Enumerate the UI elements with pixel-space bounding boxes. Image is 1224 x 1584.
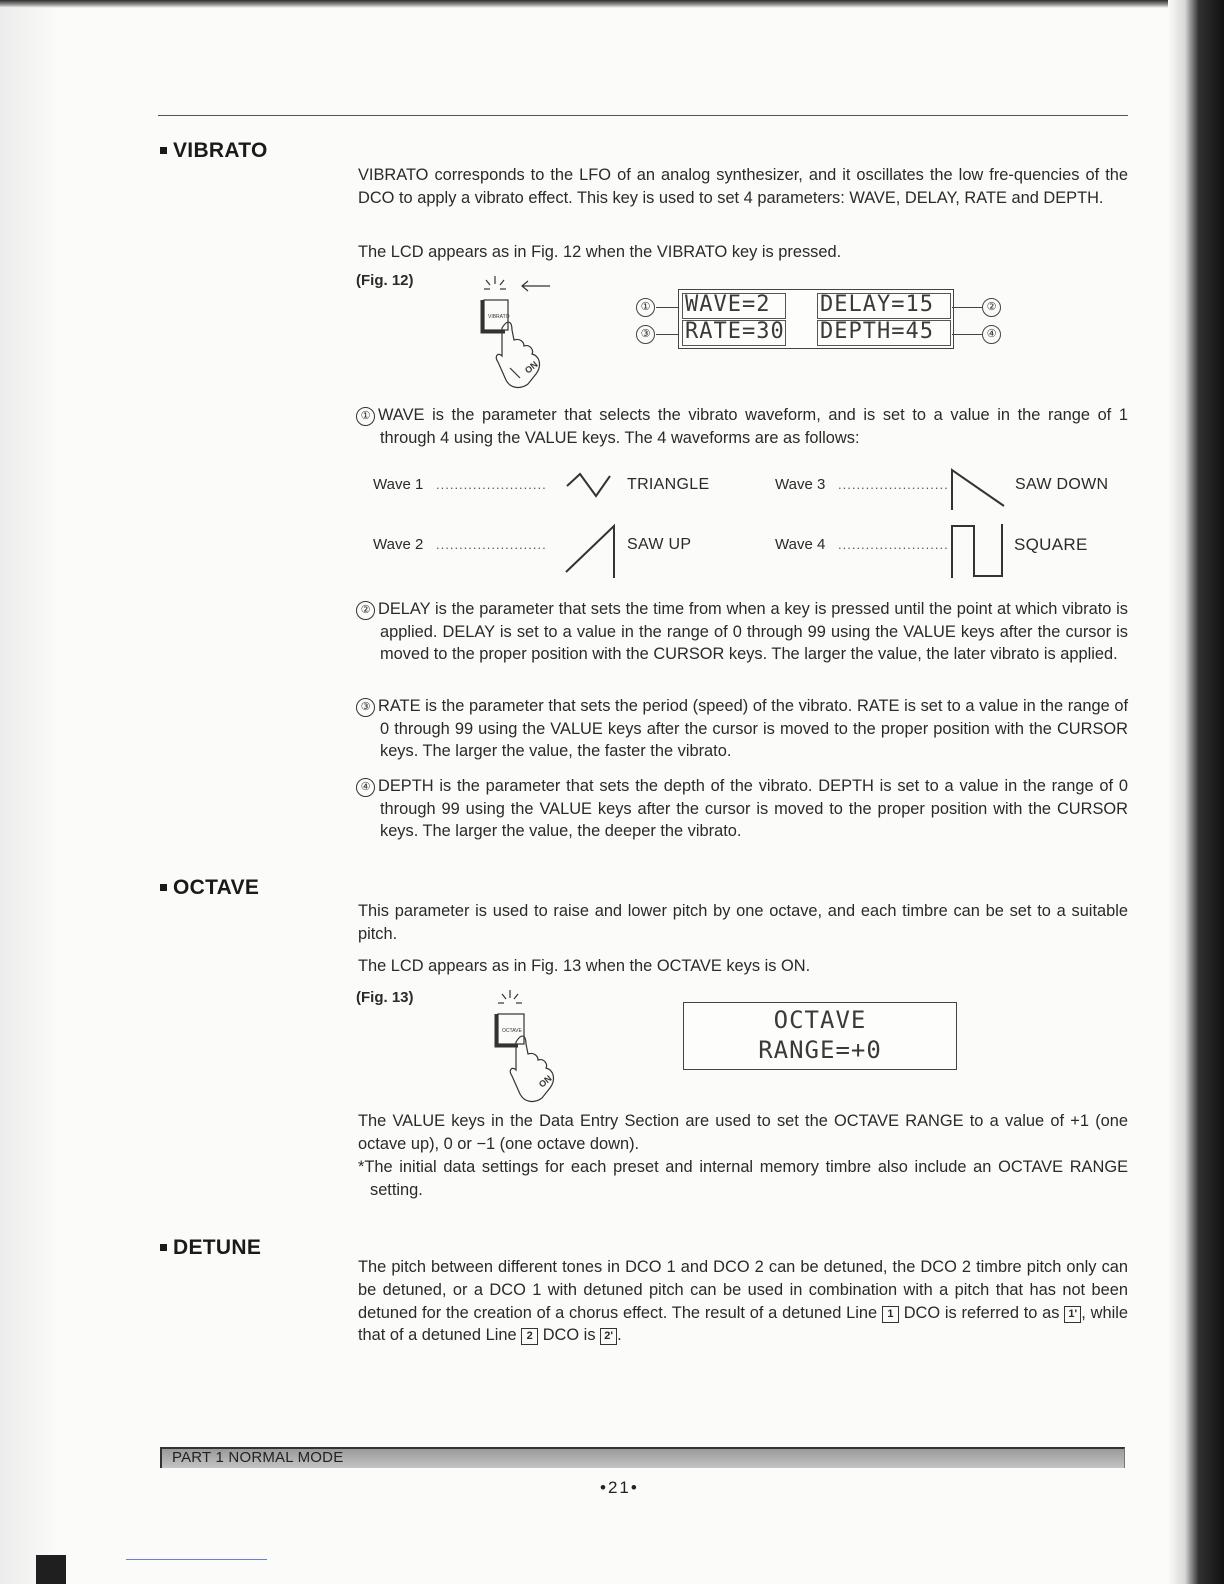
octave-body-2: *The initial data settings for each preset and internal memory timbre also include an OCTAVE RANGE setting. — [358, 1158, 1128, 1199]
fig-13-label: (Fig. 13) — [356, 989, 414, 1006]
param-wave: ① WAVE is the parameter that selects the vibrato waveform, and is set to a value in the range of 1 through 4 using the VALUE keys. The 4 waveforms are as follows: — [356, 404, 1128, 449]
wave-2-name: SAW UP — [627, 536, 692, 553]
vibrato-key-on: ON — [522, 359, 540, 376]
wave-4-label: Wave 4 — [775, 536, 826, 553]
vibrato-intro: VIBRATO corresponds to the LFO of an analog synthesizer, and it oscillates the low fre-quencies of the DCO to apply a vibrato effect. This key is used to set 4 parameters: WAVE, DELAY, RATE and DEPTH. — [358, 166, 1128, 207]
callout-3-line — [656, 334, 680, 335]
section-title-octave: OCTAVE — [160, 876, 259, 900]
wave-4-dots: ........................ — [838, 537, 949, 552]
octave-intro: This parameter is used to raise and lower pitch by one octave, and each timbre can be set to a suitable pitch. — [358, 902, 1128, 943]
wave-1-name: TRIANGLE — [627, 476, 710, 493]
param-rate: ③ RATE is the parameter that sets the period (speed) of the vibrato. RATE is set to a value in the range of 0 through 99 using the VALUE keys after the cursor is moved to the proper position with the CURSOR keys. The larger the value, the faster the vibrato. — [356, 695, 1128, 763]
vibrato-key-press-icon — [450, 270, 560, 398]
callout-1-line — [656, 307, 680, 308]
octave-key-on: ON — [536, 1073, 554, 1090]
lcd-octave-line1: OCTAVE — [773, 1006, 867, 1034]
wave-square-icon — [946, 520, 1010, 582]
wave-saw-down-icon — [946, 468, 1010, 512]
lcd-depth: DEPTH=45 — [820, 319, 934, 344]
lcd-wave: WAVE=2 — [685, 292, 771, 317]
page-corner-shadow — [36, 1555, 66, 1584]
callout-2: ② — [982, 298, 1001, 317]
lcd-rate: RATE=30 — [685, 319, 785, 344]
section-title-vibrato: VIBRATO — [160, 139, 268, 163]
top-rule — [158, 115, 1128, 116]
fig-12-lcd — [678, 289, 954, 349]
wave-1-label: Wave 1 — [373, 476, 424, 493]
callout-4-line — [952, 334, 982, 335]
box-line-2-detuned: 2' — [600, 1328, 617, 1345]
footer-part-label: PART 1 NORMAL MODE — [172, 1449, 344, 1466]
lcd-delay: DELAY=15 — [820, 292, 934, 317]
callout-4: ④ — [982, 325, 1001, 344]
octave-lcd-note: The LCD appears as in Fig. 13 when the OCTAVE keys is ON. — [358, 957, 811, 975]
wave-3-name: SAW DOWN — [1015, 476, 1109, 493]
box-line-2: 2 — [521, 1328, 538, 1345]
section-title-detune: DETUNE — [160, 1236, 261, 1260]
fig-12-label: (Fig. 12) — [356, 272, 414, 289]
page-right-edge — [1168, 0, 1224, 1584]
wave-2-dots: ........................ — [436, 537, 547, 552]
octave-key-label: OCTAVE — [502, 1028, 522, 1034]
param-delay: ② DELAY is the parameter that sets the time from when a key is pressed until the point at which vibrato is applied. DELAY is set to a value in the range of 0 through 99 using the VALUE keys after the cursor is moved to the proper position with the CURSOR keys. The larger the value, the later vibrato is applied. — [356, 598, 1128, 666]
page-top-edge — [0, 0, 1224, 8]
page-left-shadow — [0, 0, 60, 1584]
footer-part-bar — [160, 1447, 1125, 1468]
wave-1-dots: ........................ — [436, 477, 547, 492]
wave-3-label: Wave 3 — [775, 476, 826, 493]
fig-13-lcd — [683, 1002, 957, 1070]
vibrato-lcd-note: The LCD appears as in Fig. 12 when the VIBRATO key is pressed. — [358, 243, 842, 261]
callout-3: ③ — [636, 325, 655, 344]
lcd-octave-line2: RANGE=+0 — [758, 1036, 882, 1064]
wave-2-label: Wave 2 — [373, 536, 424, 553]
box-line-1-detuned: 1' — [1064, 1306, 1081, 1323]
octave-key-press-icon — [462, 986, 572, 1106]
wave-triangle-icon — [564, 470, 622, 500]
param-depth: ④ DEPTH is the parameter that sets the depth of the vibrato. DEPTH is set to a value in the range of 0 through 99 using the VALUE keys after the cursor is moved to the proper position with the CURSOR keys. The larger the value, the deeper the vibrato. — [356, 775, 1128, 843]
callout-2-line — [952, 307, 982, 308]
callout-1: ① — [636, 298, 655, 317]
wave-4-name: SQUARE — [1014, 535, 1088, 554]
detune-body: The pitch between different tones in DCO 1 and DCO 2 can be detuned, the DCO 2 timbre pitch only can be detuned, or a DCO 1 with detuned pitch can be used in combination with a pitch that has not been detuned for the creation of a chorus effect. The result of a detuned Line 1 DCO is referred to as 1' , while that of a detuned Line 2 DCO is 2' . — [358, 1258, 1128, 1345]
octave-body-1: The VALUE keys in the Data Entry Section are used to set the OCTAVE RANGE to a value of +1 (one octave up), 0 or −1 (one octave down). — [358, 1112, 1128, 1153]
wave-3-dots: ........................ — [838, 477, 949, 492]
wave-saw-up-icon — [562, 520, 622, 580]
box-line-1: 1 — [882, 1306, 899, 1323]
vibrato-key-label: VIBRATO — [488, 314, 510, 320]
bottom-link-line — [126, 1559, 267, 1560]
page-number: •21• — [600, 1478, 639, 1497]
